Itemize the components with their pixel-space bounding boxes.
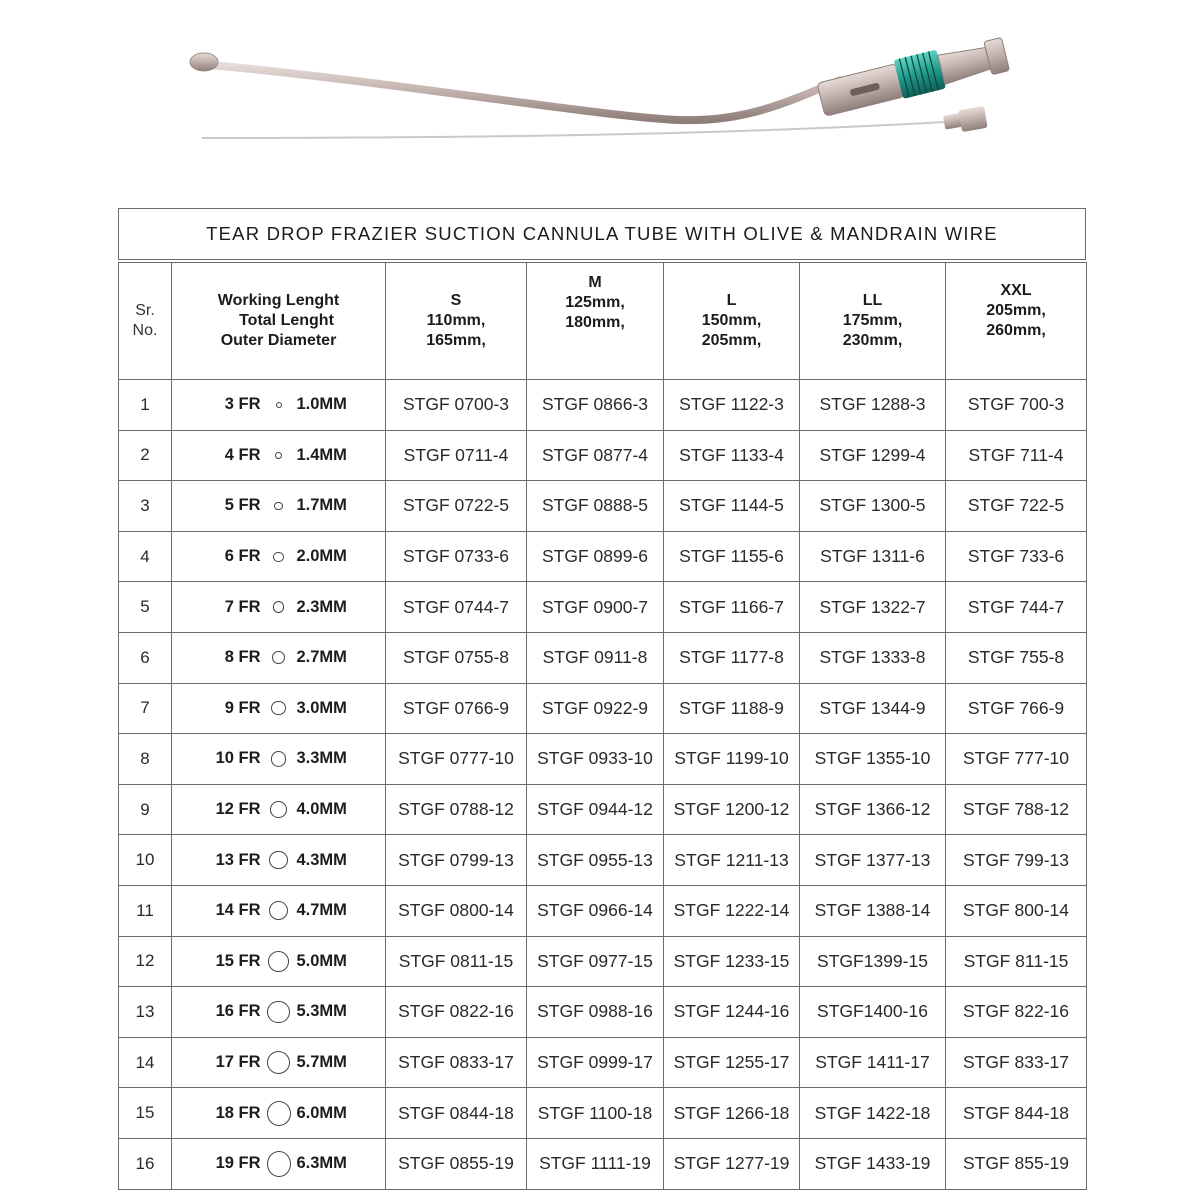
product-code: STGF 0899-6 xyxy=(527,531,664,582)
diameter-circle-icon xyxy=(273,601,284,612)
product-code: STGF 0733-6 xyxy=(386,531,527,582)
product-code: STGF 800-14 xyxy=(946,885,1087,936)
header-total-value: 180mm, xyxy=(565,314,625,331)
product-code: STGF 0888-5 xyxy=(527,481,664,532)
diameter-circle-icon xyxy=(271,751,286,766)
outer-diameter: 6.0MM xyxy=(296,1103,347,1122)
row-sr-no: 2 xyxy=(119,430,172,481)
french-size: 4 FR xyxy=(224,445,261,464)
outer-diameter: 1.4MM xyxy=(296,445,347,464)
product-code: STGF 0966-14 xyxy=(527,885,664,936)
row-spec xyxy=(172,430,386,481)
table-row xyxy=(119,1138,1087,1189)
french-size: 10 FR xyxy=(215,749,261,768)
row-sr-no: 15 xyxy=(119,1088,172,1139)
product-code: STGF 1100-18 xyxy=(527,1088,664,1139)
product-code: STGF 1177-8 xyxy=(664,632,800,683)
product-code: STGF 1133-4 xyxy=(664,430,800,481)
product-code: STGF 1411-17 xyxy=(800,1037,946,1088)
product-code: STGF 1422-18 xyxy=(800,1088,946,1139)
product-code: STGF 700-3 xyxy=(946,380,1087,431)
product-code: STGF 844-18 xyxy=(946,1088,1087,1139)
product-code: STGF 0988-16 xyxy=(527,987,664,1038)
outer-diameter: 4.7MM xyxy=(296,901,347,920)
row-spec xyxy=(172,380,386,431)
product-code: STGF 711-4 xyxy=(946,430,1087,481)
product-code: STGF 1199-10 xyxy=(664,734,800,785)
product-code: STGF 1266-18 xyxy=(664,1088,800,1139)
product-code: STGF 1433-19 xyxy=(800,1138,946,1189)
outer-diameter: 1.0MM xyxy=(296,395,347,414)
mandrain-wire xyxy=(202,122,945,138)
diameter-circle-icon xyxy=(268,951,289,972)
row-spec xyxy=(172,683,386,734)
diameter-circle-icon xyxy=(276,402,282,408)
product-code: STGF1399-15 xyxy=(800,936,946,987)
outer-diameter: 4.3MM xyxy=(296,850,347,869)
table-row xyxy=(119,835,1087,886)
french-size: 8 FR xyxy=(224,648,261,667)
outer-diameter: 5.3MM xyxy=(296,1002,347,1021)
diameter-circle-icon xyxy=(273,552,283,562)
header-working-value: 175mm, xyxy=(842,312,903,329)
row-sr-no: 1 xyxy=(119,380,172,431)
product-code: STGF 0877-4 xyxy=(527,430,664,481)
diameter-circle-icon xyxy=(269,901,289,921)
product-code: STGF 0855-19 xyxy=(386,1138,527,1189)
product-code: STGF 1300-5 xyxy=(800,481,946,532)
product-code: STGF 1277-19 xyxy=(664,1138,800,1189)
product-code: STGF 1111-19 xyxy=(527,1138,664,1189)
row-spec xyxy=(172,885,386,936)
header-srno-line2: No. xyxy=(132,322,158,339)
product-code: STGF 1377-13 xyxy=(800,835,946,886)
header-size-m xyxy=(527,263,664,380)
table-row xyxy=(119,734,1087,785)
product-code: STGF 0933-10 xyxy=(527,734,664,785)
product-code: STGF 0799-13 xyxy=(386,835,527,886)
row-sr-no: 8 xyxy=(119,734,172,785)
product-code: STGF 1166-7 xyxy=(664,582,800,633)
diameter-circle-icon xyxy=(267,1001,289,1023)
table-row xyxy=(119,936,1087,987)
outer-diameter: 5.0MM xyxy=(296,951,347,970)
table-row xyxy=(119,885,1087,936)
product-code: STGF 0822-16 xyxy=(386,987,527,1038)
product-code: STGF 1255-17 xyxy=(664,1037,800,1088)
row-spec xyxy=(172,632,386,683)
product-code: STGF 1144-5 xyxy=(664,481,800,532)
product-code: STGF 1188-9 xyxy=(664,683,800,734)
product-code: STGF 0866-3 xyxy=(527,380,664,431)
row-sr-no: 7 xyxy=(119,683,172,734)
header-size-label: M xyxy=(588,274,602,291)
product-code: STGF 1355-10 xyxy=(800,734,946,785)
header-srno-line1: Sr. xyxy=(135,302,155,319)
french-size: 18 FR xyxy=(215,1103,261,1122)
product-code: STGF 799-13 xyxy=(946,835,1087,886)
header-total-value: 205mm, xyxy=(701,332,762,349)
outer-diameter: 5.7MM xyxy=(296,1053,347,1071)
header-size-label: LL xyxy=(862,292,883,309)
product-code: STGF 1155-6 xyxy=(664,531,800,582)
product-code: STGF 0977-15 xyxy=(527,936,664,987)
french-size: 6 FR xyxy=(224,547,261,566)
product-code: STGF 766-9 xyxy=(946,683,1087,734)
table-row xyxy=(119,683,1087,734)
header-srno xyxy=(119,263,172,380)
product-code: STGF 0744-7 xyxy=(386,582,527,633)
product-code: STGF 1311-6 xyxy=(800,531,946,582)
header-working-value: 125mm, xyxy=(565,294,625,311)
table-row xyxy=(119,1088,1087,1139)
outer-diameter: 3.3MM xyxy=(296,749,347,768)
header-total-value: 230mm, xyxy=(842,332,903,349)
cannula-tube xyxy=(210,65,840,120)
row-spec xyxy=(172,835,386,886)
row-spec xyxy=(172,582,386,633)
french-size: 19 FR xyxy=(215,1154,261,1173)
table-row xyxy=(119,430,1087,481)
product-code: STGF 744-7 xyxy=(946,582,1087,633)
product-code: STGF 0800-14 xyxy=(386,885,527,936)
header-total-value: 165mm, xyxy=(426,332,486,349)
product-code: STGF 0999-17 xyxy=(527,1037,664,1088)
row-sr-no: 4 xyxy=(119,531,172,582)
product-code: STGF 811-15 xyxy=(946,936,1087,987)
french-size: 3 FR xyxy=(224,395,261,414)
olive-tip xyxy=(190,53,218,71)
diameter-circle-icon xyxy=(272,651,285,664)
header-size-label: XXL xyxy=(1000,282,1032,299)
outer-diameter: 3.0MM xyxy=(296,698,347,717)
header-spec xyxy=(172,263,386,380)
row-sr-no: 6 xyxy=(119,632,172,683)
product-code: STGF 1244-16 xyxy=(664,987,800,1038)
row-spec xyxy=(172,531,386,582)
product-code: STGF 855-19 xyxy=(946,1138,1087,1189)
header-size-s xyxy=(386,263,527,380)
wire-hub xyxy=(943,106,988,132)
row-sr-no: 14 xyxy=(119,1037,172,1088)
table-title: TEAR DROP FRAZIER SUCTION CANNULA TUBE WITH OLIVE & MANDRAIN WIRE xyxy=(118,208,1086,260)
diameter-circle-icon xyxy=(274,502,283,511)
product-code: STGF 0844-18 xyxy=(386,1088,527,1139)
product-code: STGF 1233-15 xyxy=(664,936,800,987)
product-code: STGF 0833-17 xyxy=(386,1037,527,1088)
french-size: 17 FR xyxy=(215,1053,261,1071)
product-code: STGF 722-5 xyxy=(946,481,1087,532)
table-row xyxy=(119,632,1087,683)
row-sr-no: 5 xyxy=(119,582,172,633)
product-code: STGF 0777-10 xyxy=(386,734,527,785)
product-code: STGF 1344-9 xyxy=(800,683,946,734)
row-spec xyxy=(172,987,386,1038)
header-size-label: S xyxy=(450,292,462,309)
table-row xyxy=(119,987,1087,1038)
outer-diameter: 2.3MM xyxy=(296,597,347,616)
outer-diameter: 1.7MM xyxy=(296,496,347,515)
product-code: STGF 1211-13 xyxy=(664,835,800,886)
diameter-circle-icon xyxy=(275,452,282,459)
product-code: STGF1400-16 xyxy=(800,987,946,1038)
french-size: 12 FR xyxy=(215,800,261,819)
table-row xyxy=(119,1037,1087,1088)
product-code: STGF 833-17 xyxy=(946,1037,1087,1088)
product-code: STGF 1388-14 xyxy=(800,885,946,936)
product-code: STGF 0766-9 xyxy=(386,683,527,734)
table-row xyxy=(119,380,1087,431)
product-image-cannula xyxy=(180,10,1020,160)
product-code: STGF 0711-4 xyxy=(386,430,527,481)
diameter-circle-icon xyxy=(267,1051,291,1075)
diameter-circle-icon xyxy=(269,851,287,869)
row-sr-no: 11 xyxy=(119,885,172,936)
header-total-value: 260mm, xyxy=(986,322,1046,339)
header-size-ll xyxy=(800,263,946,380)
product-code: STGF 0900-7 xyxy=(527,582,664,633)
header-working-length: Working Lenght xyxy=(217,292,340,309)
table-row xyxy=(119,582,1087,633)
row-sr-no: 12 xyxy=(119,936,172,987)
row-spec xyxy=(172,481,386,532)
row-sr-no: 13 xyxy=(119,987,172,1038)
product-code: STGF 1299-4 xyxy=(800,430,946,481)
product-code: STGF 0911-8 xyxy=(527,632,664,683)
table-body xyxy=(119,380,1087,1190)
header-size-xxl xyxy=(946,263,1087,380)
product-code: STGF 822-16 xyxy=(946,987,1087,1038)
product-code: STGF 0922-9 xyxy=(527,683,664,734)
code-table xyxy=(118,262,1087,1190)
product-code: STGF 0700-3 xyxy=(386,380,527,431)
header-size-l xyxy=(664,263,800,380)
row-spec xyxy=(172,1088,386,1139)
product-code: STGF 0811-15 xyxy=(386,936,527,987)
product-code: STGF 0788-12 xyxy=(386,784,527,835)
product-code: STGF 755-8 xyxy=(946,632,1087,683)
row-sr-no: 3 xyxy=(119,481,172,532)
header-total-length: Total Lenght xyxy=(239,312,334,329)
row-spec xyxy=(172,734,386,785)
row-sr-no: 9 xyxy=(119,784,172,835)
row-sr-no: 10 xyxy=(119,835,172,886)
product-code: STGF 733-6 xyxy=(946,531,1087,582)
row-spec xyxy=(172,784,386,835)
product-code: STGF 777-10 xyxy=(946,734,1087,785)
french-size: 16 FR xyxy=(215,1002,261,1021)
product-table xyxy=(118,208,1086,1190)
product-code: STGF 1288-3 xyxy=(800,380,946,431)
french-size: 9 FR xyxy=(224,698,261,717)
header-outer-diameter: Outer Diameter xyxy=(220,332,337,349)
diameter-circle-icon xyxy=(267,1151,291,1177)
table-row xyxy=(119,784,1087,835)
product-code: STGF 0755-8 xyxy=(386,632,527,683)
diameter-circle-icon xyxy=(271,701,285,715)
row-spec xyxy=(172,936,386,987)
header-working-value: 110mm, xyxy=(426,312,486,329)
product-code: STGF 788-12 xyxy=(946,784,1087,835)
header-working-value: 205mm, xyxy=(986,302,1046,319)
product-code: STGF 1122-3 xyxy=(664,380,800,431)
french-size: 15 FR xyxy=(215,951,261,970)
header-working-value: 150mm, xyxy=(701,312,762,329)
product-code: STGF 1222-14 xyxy=(664,885,800,936)
french-size: 5 FR xyxy=(224,496,261,515)
french-size: 13 FR xyxy=(215,850,261,869)
header-row xyxy=(119,263,1087,380)
handle xyxy=(816,34,1010,119)
header-size-label: L xyxy=(726,292,737,309)
product-code: STGF 0955-13 xyxy=(527,835,664,886)
row-spec xyxy=(172,1037,386,1088)
outer-diameter: 2.0MM xyxy=(296,547,347,566)
outer-diameter: 4.0MM xyxy=(296,800,347,819)
product-code: STGF 0722-5 xyxy=(386,481,527,532)
product-code: STGF 0944-12 xyxy=(527,784,664,835)
product-code: STGF 1200-12 xyxy=(664,784,800,835)
french-size: 7 FR xyxy=(224,597,261,616)
outer-diameter: 6.3MM xyxy=(296,1154,347,1173)
table-row xyxy=(119,531,1087,582)
product-code: STGF 1333-8 xyxy=(800,632,946,683)
outer-diameter: 2.7MM xyxy=(296,648,347,667)
french-size: 14 FR xyxy=(215,901,261,920)
diameter-circle-icon xyxy=(267,1101,291,1126)
diameter-circle-icon xyxy=(270,801,287,818)
table-row xyxy=(119,481,1087,532)
product-code: STGF 1322-7 xyxy=(800,582,946,633)
product-code: STGF 1366-12 xyxy=(800,784,946,835)
row-spec xyxy=(172,1138,386,1189)
row-sr-no: 16 xyxy=(119,1138,172,1189)
